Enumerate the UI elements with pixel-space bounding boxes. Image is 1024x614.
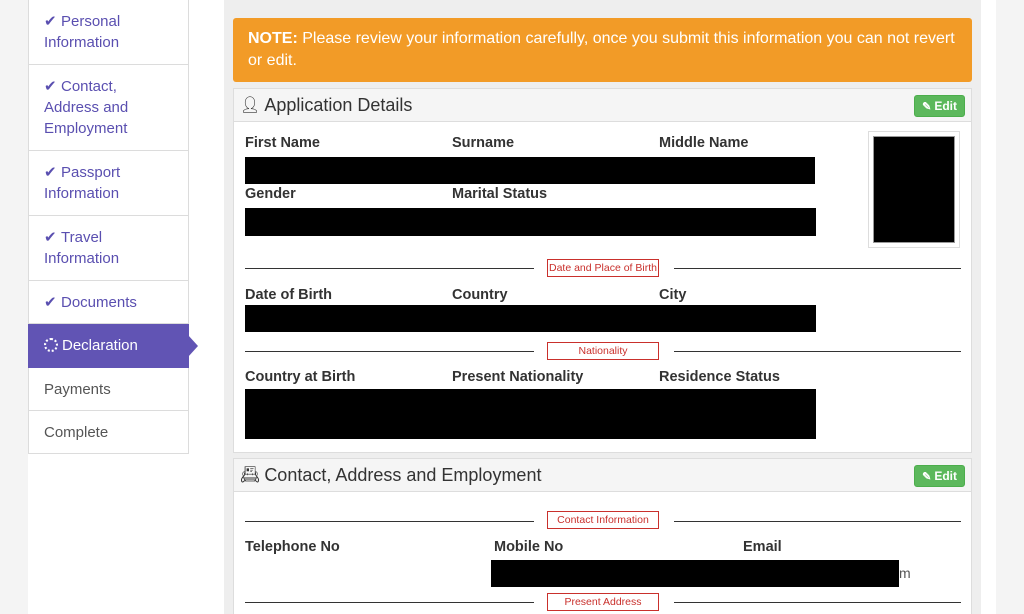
present-nationality-label: Present Nationality: [452, 369, 584, 385]
residence-status-label: Residence Status: [659, 369, 780, 385]
date-of-birth-label: Date of Birth: [245, 287, 332, 303]
divider: [245, 602, 534, 603]
contact-address-employment-panel: [233, 458, 972, 614]
step-declaration[interactable]: Declaration: [28, 324, 189, 368]
check-icon: ✔: [44, 229, 57, 246]
wizard-steps: [28, 0, 189, 454]
step-documents[interactable]: ✔ Documents: [28, 281, 189, 324]
marital-status-label: Marital Status: [452, 186, 548, 202]
telephone-label: Telephone No: [245, 539, 340, 555]
section-contact-information: Contact Information: [547, 511, 659, 529]
user-icon: 👤︎: [240, 97, 261, 114]
contact-card-icon: 📇︎: [240, 467, 261, 484]
divider: [674, 268, 961, 269]
check-icon: ✔: [44, 78, 57, 95]
step-passport-information[interactable]: ✔ Passport Information: [28, 151, 189, 216]
divider: [245, 351, 534, 352]
application-details-title: Application Details: [264, 94, 413, 115]
email-trailing-text: m: [899, 565, 911, 581]
redacted-nationality-values: [245, 389, 816, 439]
section-nationality: Nationality: [547, 342, 659, 360]
step-personal-information[interactable]: ✔ Personal Information: [28, 0, 189, 65]
divider: [674, 602, 961, 603]
check-icon: ✔: [44, 13, 57, 30]
divider: [674, 351, 961, 352]
divider: [245, 521, 534, 522]
redacted-name-values: [245, 157, 815, 184]
redacted-gender-values: [245, 208, 816, 236]
applicant-photo: [868, 131, 960, 248]
step-travel-information[interactable]: ✔ Travel Information: [28, 216, 189, 281]
edit-icon: ✎: [922, 100, 932, 113]
redacted-birth-values: [245, 305, 816, 332]
section-date-place-of-birth: Date and Place of Birth: [547, 259, 659, 277]
step-contact-address-employment[interactable]: ✔ Contact, Address and Employment: [28, 65, 189, 151]
contact-panel-header: [234, 459, 971, 492]
check-icon: ✔: [44, 164, 57, 181]
photo-image: [873, 136, 955, 243]
city-label: City: [659, 287, 687, 303]
edit-application-details-button[interactable]: ✎ Edit: [914, 95, 965, 117]
divider: [674, 521, 961, 522]
note-prefix: NOTE:: [248, 30, 298, 47]
step-payments[interactable]: Payments: [28, 368, 189, 411]
contact-panel-title: Contact, Address and Employment: [264, 464, 542, 485]
step-complete[interactable]: Complete: [28, 411, 189, 454]
mobile-label: Mobile No: [494, 539, 564, 555]
country-label: Country: [452, 287, 508, 303]
gender-label: Gender: [245, 186, 296, 202]
edit-contact-button[interactable]: ✎ Edit: [914, 465, 965, 487]
middle-name-label: Middle Name: [659, 135, 749, 151]
section-present-address: Present Address: [547, 593, 659, 611]
note-text: Please review your information carefully, once you submit this information you can not revert or edit.: [248, 30, 955, 69]
country-at-birth-label: Country at Birth: [245, 369, 356, 385]
edit-icon: ✎: [922, 470, 932, 483]
surname-label: Surname: [452, 135, 515, 151]
check-icon: ✔: [44, 293, 57, 311]
divider: [245, 268, 534, 269]
application-details-panel: [233, 88, 972, 453]
first-name-label: First Name: [245, 135, 320, 151]
email-label: Email: [743, 539, 782, 555]
spinner-icon: [44, 338, 58, 352]
note-alert: [233, 18, 972, 82]
application-details-header: [234, 89, 971, 122]
main-content: [224, 0, 981, 614]
redacted-contact-values: [491, 560, 899, 587]
